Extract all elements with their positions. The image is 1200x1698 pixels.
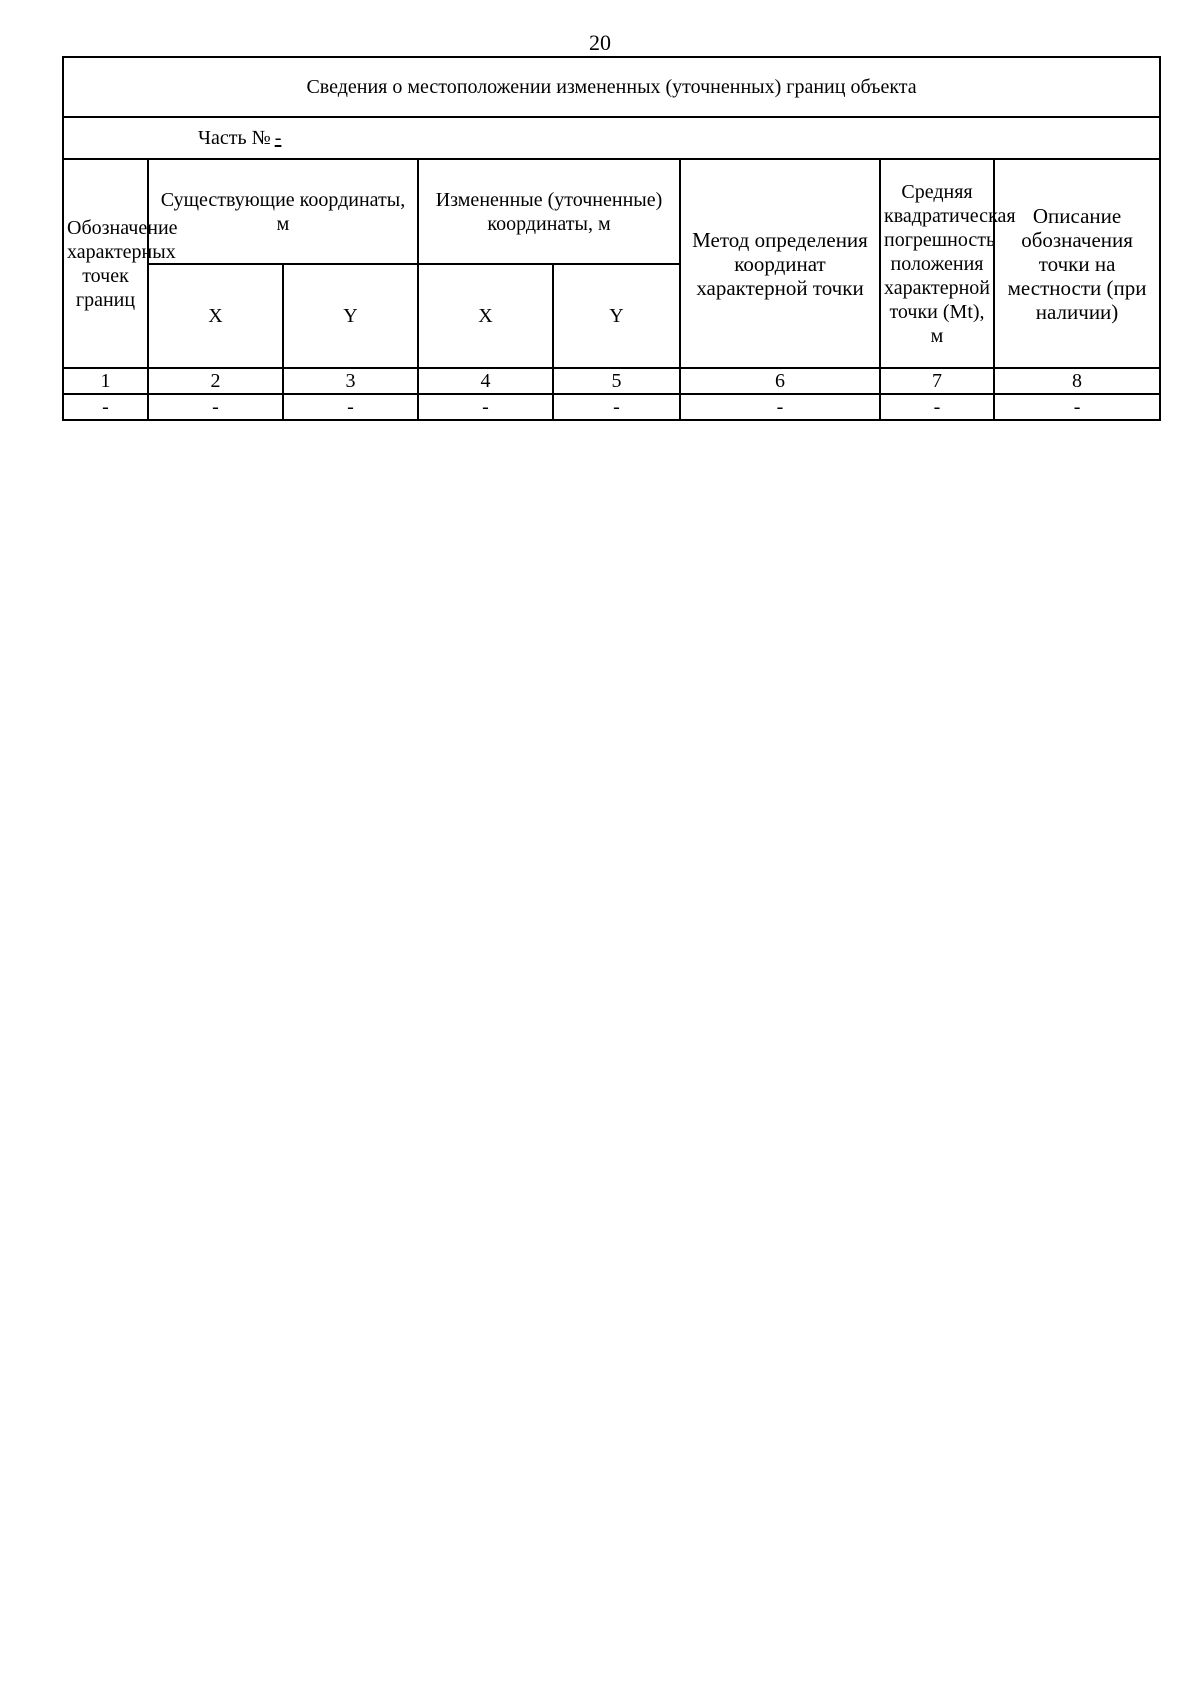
- column-number: 2: [148, 368, 283, 394]
- header-existing-x: X: [148, 264, 283, 368]
- title-row: [63, 57, 1160, 117]
- table-cell: -: [680, 394, 880, 420]
- part-label: Часть №: [198, 127, 271, 149]
- header-point-description: Описание обозначения точки на местности (при наличии): [994, 159, 1160, 368]
- table-cell: -: [148, 394, 283, 420]
- column-number: 8: [994, 368, 1160, 394]
- header-point-designation: Обозначение характерных точек границ: [63, 159, 148, 368]
- header-existing-coordinates: Существующие координаты, м: [148, 159, 418, 264]
- header-existing-y: Y: [283, 264, 418, 368]
- column-number: 3: [283, 368, 418, 394]
- table-row: [63, 394, 1160, 420]
- header-changed-x: X: [418, 264, 553, 368]
- table-cell: -: [418, 394, 553, 420]
- table-cell: -: [553, 394, 680, 420]
- table-title: Сведения о местоположении измененных (уточненных) границ объекта: [63, 57, 1160, 117]
- part-number-cell: [63, 117, 1160, 159]
- header-method: Метод определения координат характерной точки: [680, 159, 880, 368]
- table-cell: -: [880, 394, 994, 420]
- column-number-row: [63, 368, 1160, 394]
- column-number: 5: [553, 368, 680, 394]
- header-changed-coordinates: Измененные (уточненные) координаты, м: [418, 159, 680, 264]
- column-number: 6: [680, 368, 880, 394]
- column-number: 4: [418, 368, 553, 394]
- part-value: -: [274, 127, 282, 149]
- part-row: [63, 117, 1160, 159]
- header-mean-square-error: Средняя квадратическая погрешность положения характерной точки (Mt), м: [880, 159, 994, 368]
- table-cell: -: [994, 394, 1160, 420]
- column-number: 7: [880, 368, 994, 394]
- header-changed-y: Y: [553, 264, 680, 368]
- table-cell: -: [283, 394, 418, 420]
- boundary-changes-table: [62, 56, 1161, 421]
- column-number: 1: [63, 368, 148, 394]
- page-number: 20: [589, 30, 611, 55]
- table-cell: -: [63, 394, 148, 420]
- header-row-top: [63, 159, 1160, 264]
